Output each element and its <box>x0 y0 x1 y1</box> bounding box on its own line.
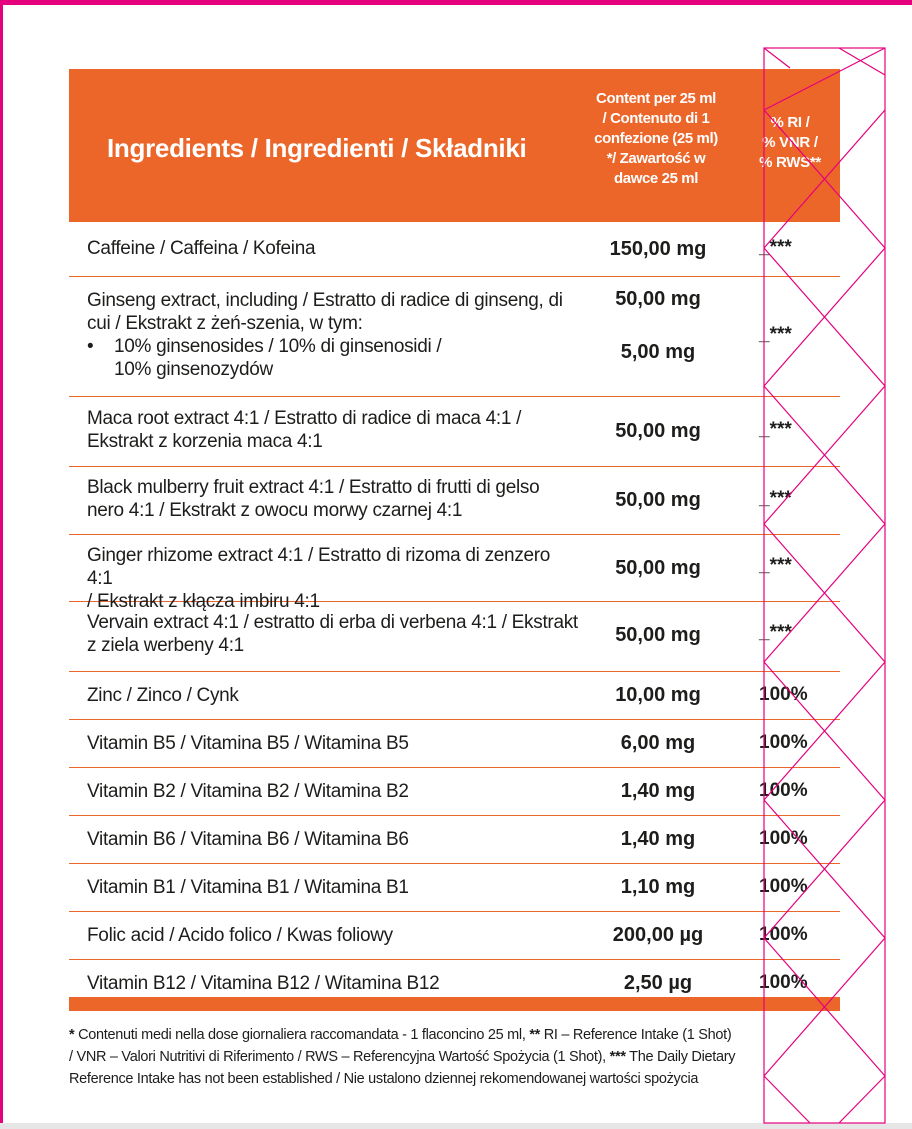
header-content-line: / Contenuto di 1 <box>602 110 710 127</box>
footnote-mark: *** <box>609 1049 626 1065</box>
header-ri-line: % RWS** <box>759 154 821 171</box>
footnote-line: Reference Intake has not been established / Nie ustalono dziennej rekomendowanej wartości spożycia <box>69 1071 699 1087</box>
ingredient-name-line: / Ekstrakt z kłącza imbiru 4:1 <box>87 591 320 612</box>
table-row <box>69 720 840 768</box>
header-content-column <box>581 89 731 189</box>
ingredient-name: Vitamin B5 / Vitamina B5 / Witamina B5 <box>87 733 409 754</box>
sub-ingredient-line: 10% ginsenosides / 10% di ginsenosidi / <box>114 336 442 357</box>
table-row <box>69 397 840 467</box>
ingredient-ri: _*** <box>759 488 792 509</box>
ingredient-name <box>87 611 579 657</box>
ingredient-name-line: Ginger rhizome extract 4:1 / Estratto di rizoma di zenzero 4:1 <box>87 545 551 589</box>
footnote-mark: * <box>69 1027 75 1043</box>
ingredient-name: Vitamin B12 / Vitamina B12 / Witamina B12 <box>87 973 440 994</box>
ingredient-ri: _*** <box>759 419 792 440</box>
nutrition-table <box>69 69 840 1006</box>
frame-left-border <box>0 0 3 1129</box>
ingredient-name: Vitamin B1 / Vitamina B1 / Witamina B1 <box>87 877 409 898</box>
footnote-text: The Daily Dietary <box>625 1049 736 1065</box>
ingredient-amount: 150,00 mg <box>609 238 707 260</box>
ingredient-name-line: Vervain extract 4:1 / estratto di erba di verbena 4:1 / Ekstrakt <box>87 612 578 633</box>
ingredient-name: Vitamin B2 / Vitamina B2 / Witamina B2 <box>87 781 409 802</box>
table-footer-bar <box>69 997 840 1011</box>
sub-ingredient <box>87 335 579 381</box>
ingredient-ri: 100% <box>759 780 808 801</box>
ingredient-amount: 10,00 mg <box>615 684 701 706</box>
table-row <box>69 816 840 864</box>
ingredient-name <box>87 476 579 522</box>
ingredient-name-line: cui / Ekstrakt z żeń-szenia, w tym: <box>87 313 363 334</box>
table-header <box>69 69 840 222</box>
header-ri-line: % VNR / <box>762 134 818 151</box>
ingredient-name: Folic acid / Acido folico / Kwas foliowy <box>87 925 393 946</box>
ingredient-amount: 50,00 mg <box>615 624 701 646</box>
header-ri-column <box>751 113 829 173</box>
footnote-line <box>69 1046 829 1068</box>
ingredient-ri: 100% <box>759 684 808 705</box>
ingredient-amount: 50,00 mg <box>615 288 701 310</box>
footnote-text: / VNR – Valori Nutritivi di Riferimento / RWS – Referencyjna Wartość Spożycia (1 Shot), <box>69 1049 610 1065</box>
ingredient-amount: 1,40 mg <box>620 780 696 802</box>
sub-ingredient-amount: 5,00 mg <box>620 341 696 363</box>
ingredient-ri: _*** <box>759 324 792 345</box>
ingredient-amount: 1,40 mg <box>620 828 696 850</box>
sub-ingredient-line: 10% ginsenozydów <box>114 359 273 380</box>
table-row <box>69 535 840 612</box>
ingredient-name-line: Ginseng extract, including / Estratto di radice di ginseng, di <box>87 290 563 311</box>
table-row <box>69 912 840 960</box>
table-row <box>69 222 840 277</box>
ingredient-amount: 50,00 mg <box>615 489 701 511</box>
ingredient-name-line: Maca root extract 4:1 / Estratto di radice di maca 4:1 / <box>87 408 522 429</box>
ingredient-amount: 200,00 µg <box>612 924 704 946</box>
ingredient-amount: 2,50 µg <box>623 972 693 994</box>
table-row <box>69 602 840 672</box>
ingredient-ri: 100% <box>759 732 808 753</box>
table-row <box>69 277 840 397</box>
ingredient-name: Zinc / Zinco / Cynk <box>87 685 239 706</box>
ingredient-name: Caffeine / Caffeina / Kofeina <box>87 238 316 259</box>
header-content-line: dawce 25 ml <box>614 170 698 187</box>
ingredient-name-line: nero 4:1 / Ekstrakt z owocu morwy czarnej 4:1 <box>87 500 463 521</box>
ingredient-name-line: Black mulberry fruit extract 4:1 / Estratto di frutti di gelso <box>87 477 540 498</box>
footnote <box>69 1024 829 1090</box>
ingredient-name-line: z ziela werbeny 4:1 <box>87 635 244 656</box>
ingredient-ri: _*** <box>759 555 792 576</box>
ingredient-ri: 100% <box>759 924 808 945</box>
ingredient-amount: 6,00 mg <box>620 732 696 754</box>
ingredient-ri: 100% <box>759 876 808 897</box>
ingredient-ri: 100% <box>759 828 808 849</box>
header-content-line: */ Zawartość w <box>606 150 706 167</box>
frame-top-border <box>0 0 912 5</box>
frame-bottom-strip <box>0 1123 912 1129</box>
table-row <box>69 864 840 912</box>
header-content-line: Content per 25 ml <box>596 90 716 107</box>
ingredient-ri: _*** <box>759 237 792 258</box>
footnote-text: RI – Reference Intake (1 Shot) <box>540 1027 732 1043</box>
header-content-line: confezione (25 ml) <box>594 130 718 147</box>
ingredient-amount: 1,10 mg <box>620 876 696 898</box>
ingredient-name <box>87 289 579 381</box>
ingredient-ri: 100% <box>759 972 808 993</box>
table-row <box>69 467 840 535</box>
footnote-text: Contenuti medi nella dose giornaliera raccomandata - 1 flaconcino 25 ml, <box>74 1027 530 1043</box>
table-row <box>69 768 840 816</box>
ingredient-ri: _*** <box>759 622 792 643</box>
header-title: Ingredients / Ingredienti / Składniki <box>107 133 527 163</box>
table-row <box>69 672 840 720</box>
footnote-line <box>69 1024 829 1046</box>
bullet: • <box>87 336 94 357</box>
ingredient-amount: 50,00 mg <box>615 420 701 442</box>
ingredient-name <box>87 407 579 453</box>
footnote-mark: ** <box>529 1027 540 1043</box>
ingredient-name: Vitamin B6 / Vitamina B6 / Witamina B6 <box>87 829 409 850</box>
ingredient-name-line: Ekstrakt z korzenia maca 4:1 <box>87 431 323 452</box>
header-ri-line: % RI / <box>770 114 810 131</box>
ingredient-amount: 50,00 mg <box>615 557 701 579</box>
